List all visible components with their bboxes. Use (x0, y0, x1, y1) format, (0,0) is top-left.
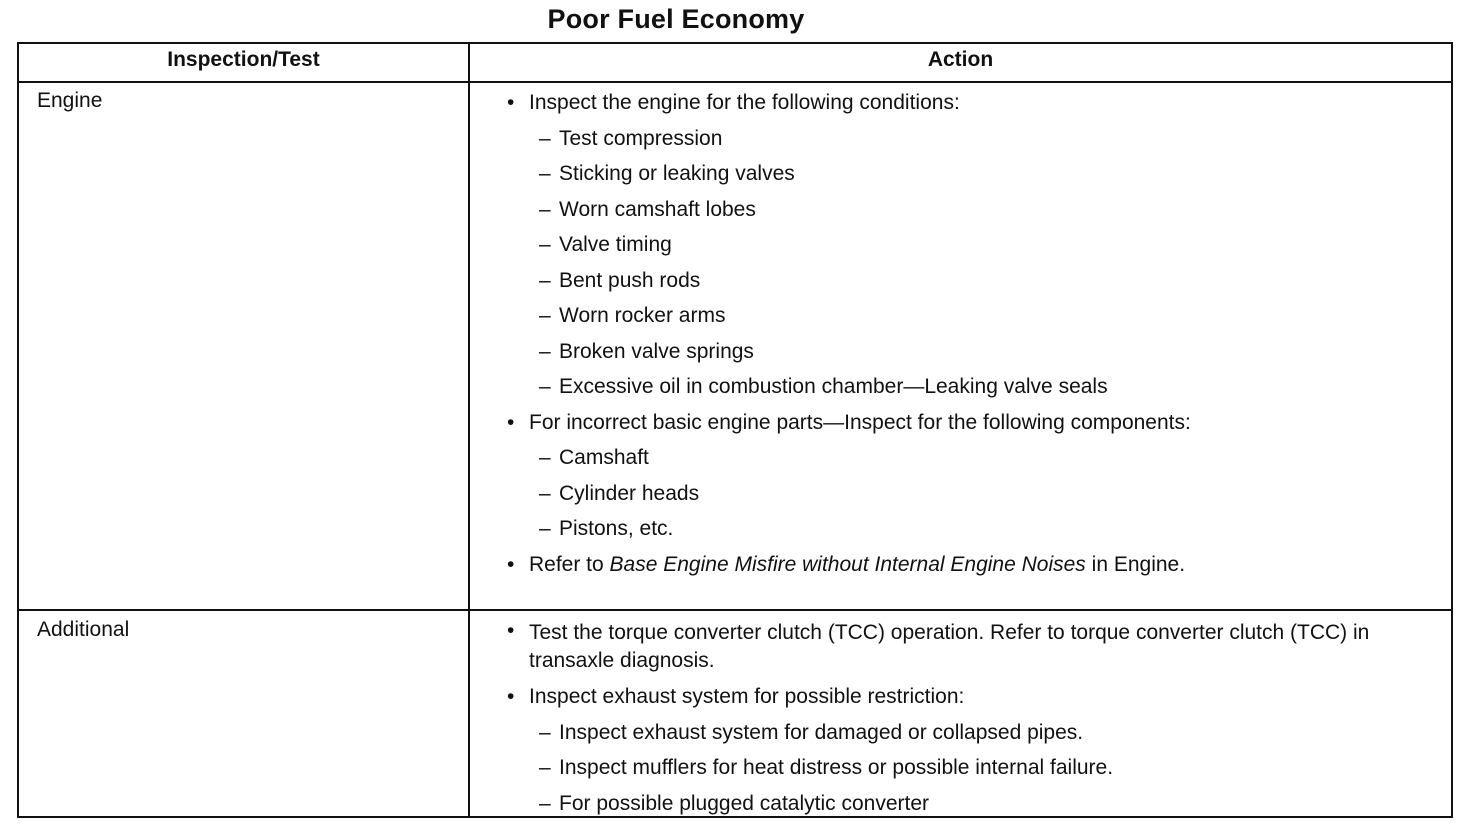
list-item: • Inspect exhaust system for possible restriction: (505, 679, 1405, 715)
reference-suffix: in Engine. (1085, 552, 1186, 576)
list-item: – Excessive oil in combustion chamber—Leaking valve seals (505, 369, 1425, 405)
list-item: – Worn rocker arms (505, 298, 1425, 334)
list-item: – Camshaft (505, 440, 1425, 476)
list-item: – Test compression (505, 121, 1425, 157)
list-item (505, 547, 1425, 583)
row-label-additional: Additional (37, 618, 130, 641)
header-inspection-test: Inspection/Test (167, 48, 320, 71)
list-item: – Bent push rods (505, 263, 1425, 299)
column-divider (468, 44, 470, 816)
reference-prefix: Refer to (529, 552, 610, 576)
diagnosis-table (17, 42, 1453, 818)
list-item: • Inspect the engine for the following conditions: (505, 85, 1425, 121)
reference-title: Base Engine Misfire without Internal Engine Noises (609, 552, 1086, 576)
header-action: Action (927, 48, 994, 71)
list-item: – Worn camshaft lobes (505, 192, 1425, 228)
list-item: – Pistons, etc. (505, 511, 1425, 547)
list-item: • Test the torque converter clutch (TCC) operation. Refer to torque converter clutch (TCC) in transaxle diagnosis. (505, 617, 1405, 679)
list-item: – Cylinder heads (505, 476, 1425, 512)
list-item: – For possible plugged catalytic converter (505, 786, 1405, 822)
list-item: – Valve timing (505, 227, 1425, 263)
list-item: – Inspect exhaust system for damaged or collapsed pipes. (505, 715, 1405, 751)
list-item: – Inspect mufflers for heat distress or possible internal failure. (505, 750, 1405, 786)
list-item: – Broken valve springs (505, 334, 1425, 370)
header-divider (19, 81, 1451, 83)
engine-action-list (505, 85, 1425, 582)
additional-action-list (505, 617, 1405, 821)
list-item: – Sticking or leaking valves (505, 156, 1425, 192)
page-title: Poor Fuel Economy (547, 4, 805, 34)
row-label-engine: Engine (37, 89, 103, 112)
list-item: • For incorrect basic engine parts—Inspect for the following components: (505, 405, 1425, 441)
row-divider (19, 609, 1451, 611)
